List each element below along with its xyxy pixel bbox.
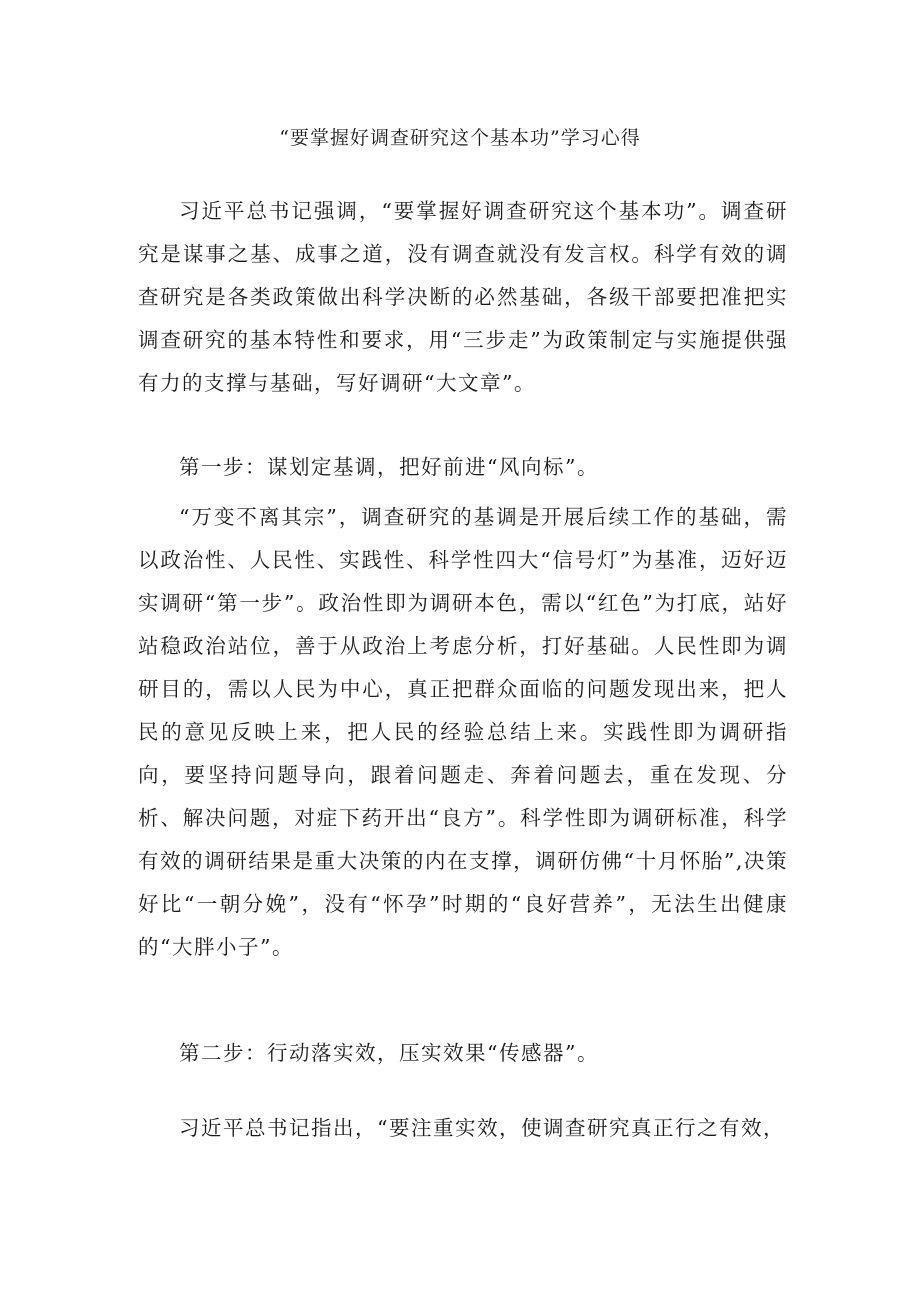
intro-paragraph: 习近平总书记强调，“要掌握好调查研究这个基本功”。调查研究是谋事之基、成事之道，没有调查就没有发言权。科学有效的调查研究是各类政策做出科学决断的必然基础，各级干部要把准把实调查研究的基本特性和要求，用“三步走”为政策制定与实施提供强有力的支撑与基础，写好调研“大文章”。 bbox=[138, 199, 788, 395]
step2-heading: 第二步：行动落实效，压实效果“传感器”。 bbox=[179, 1041, 599, 1065]
step2-paragraph: 习近平总书记指出，“要注重实效，使调查研究真正行之有效， bbox=[179, 1116, 785, 1140]
step1-heading: 第一步：谋划定基调，把好前进“风向标”。 bbox=[179, 455, 599, 479]
step1-paragraph: “万变不离其宗”，调查研究的基调是开展后续工作的基础，需以政治性、人民性、实践性、科学性四大“信号灯”为基准，迈好迈实调研“第一步”。政治性即为调研本色，需以“红色”为打底，站好站稳政治站位，善于从政治上考虑分析，打好基础。人民性即为调研目的，需以人民为中心，真正把群众面临的问题发现出来，把人民的意见反映上来，把人民的经验总结上来。实践性即为调研指向，要坚持问题导向，跟着问题走、奔着问题去，重在发现、分析、解决问题，对症下药开出“良方”。科学性即为调研标准，科学有效的调研结果是重大决策的内在支撑，调研仿佛“十月怀胎”,决策好比“一朝分娩”，没有“怀孕”时期的“良好营养”，无法生出健康的“大胖小子”。 bbox=[138, 505, 788, 959]
document-title: “要掌握好调查研究这个基本功”学习心得 bbox=[279, 127, 641, 149]
